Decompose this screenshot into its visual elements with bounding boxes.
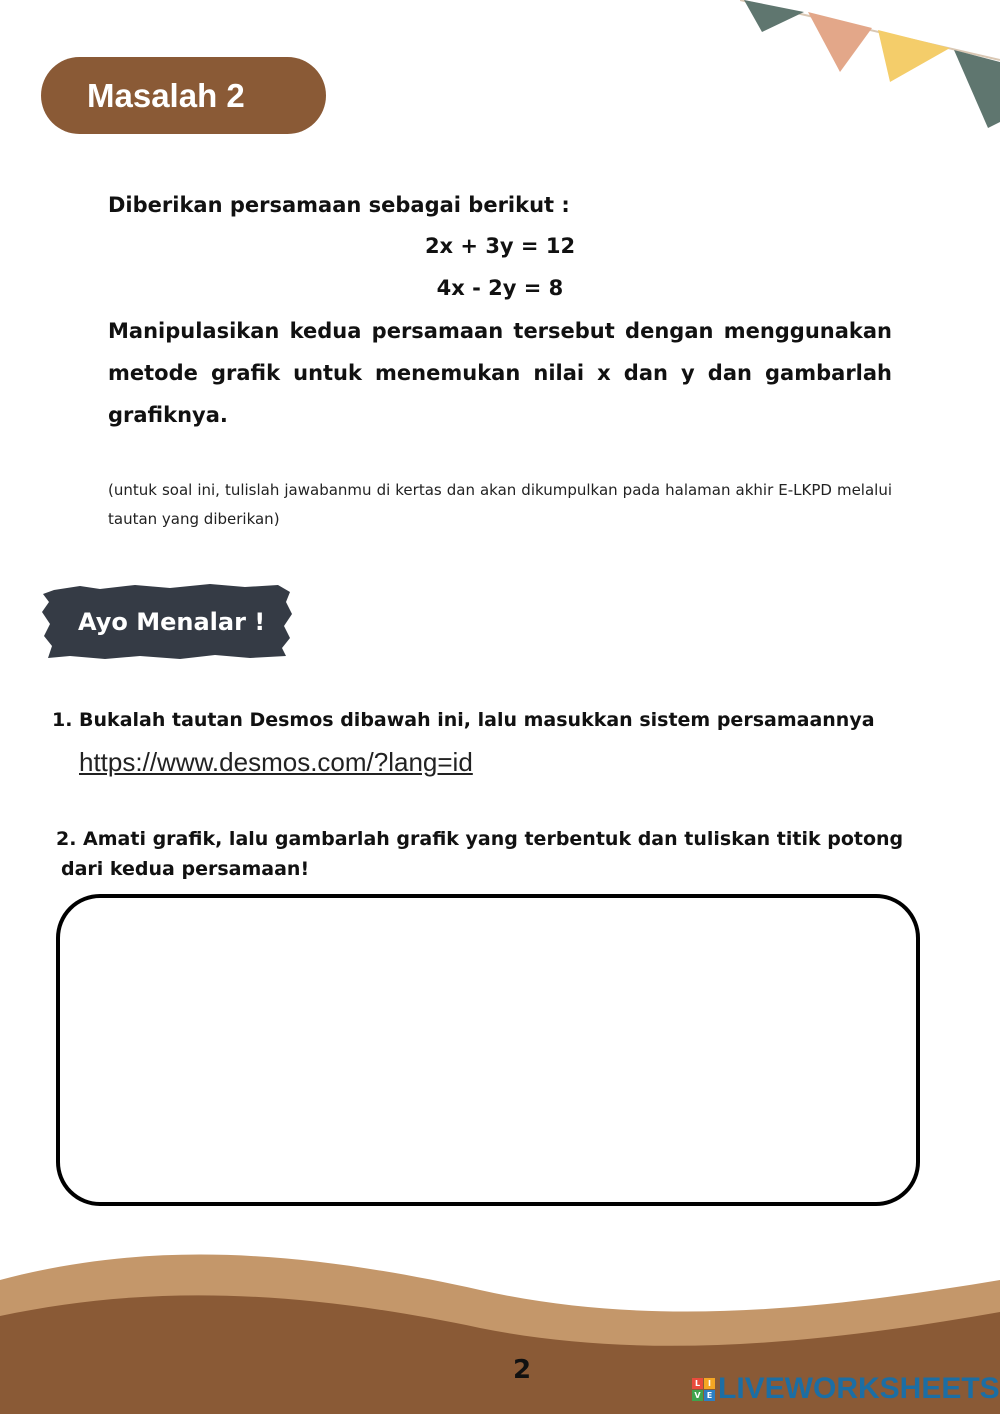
section-label: Ayo Menalar ! (78, 608, 266, 636)
problem-instruction: Manipulasikan kedua persamaan tersebut dengan menggunakan metode grafik untuk menemukan nilai x dan y dan gambarlah grafiknya. (108, 319, 892, 427)
logo-tile-i: I (704, 1378, 715, 1389)
bunting-decoration (740, 0, 1000, 140)
logo-tile-l: L (692, 1378, 703, 1389)
page-title: Masalah 2 (41, 57, 326, 134)
logo-tile-v: V (692, 1390, 703, 1401)
bunting-flag-yellow (878, 30, 950, 82)
question-2-line-2: dari kedua persamaan! (61, 858, 310, 880)
bunting-flag-peach (808, 12, 872, 72)
equation-1: 2x + 3y = 12 (424, 234, 576, 258)
question-2-line-1: 2. Amati grafik, lalu gambarlah grafik yang terbentuk dan tuliskan titik potong (56, 828, 904, 850)
liveworksheets-logo-icon (692, 1378, 715, 1401)
answer-box[interactable] (56, 894, 920, 1206)
question-2 (56, 824, 936, 884)
problem-note: (untuk soal ini, tulislah jawabanmu di kertas dan akan dikumpulkan pada halaman akhir E-LKPD melalui tautan yang diberikan) (108, 481, 892, 528)
question-1: 1. Bukalah tautan Desmos dibawah ini, lalu masukkan sistem persamaannya (52, 709, 875, 731)
bunting-flag-teal-2 (954, 50, 1000, 128)
liveworksheets-logo (692, 1372, 1000, 1406)
problem-intro: Diberikan persamaan sebagai berikut : (108, 193, 570, 217)
logo-tile-e: E (704, 1390, 715, 1401)
equation-2: 4x - 2y = 8 (436, 276, 564, 300)
page-number: 2 (512, 1355, 532, 1385)
liveworksheets-brand: LIVEWORKSHEETS (718, 1372, 1000, 1405)
bunting-flag-teal (744, 0, 804, 32)
desmos-link[interactable]: https://www.desmos.com/?lang=id (79, 747, 473, 777)
